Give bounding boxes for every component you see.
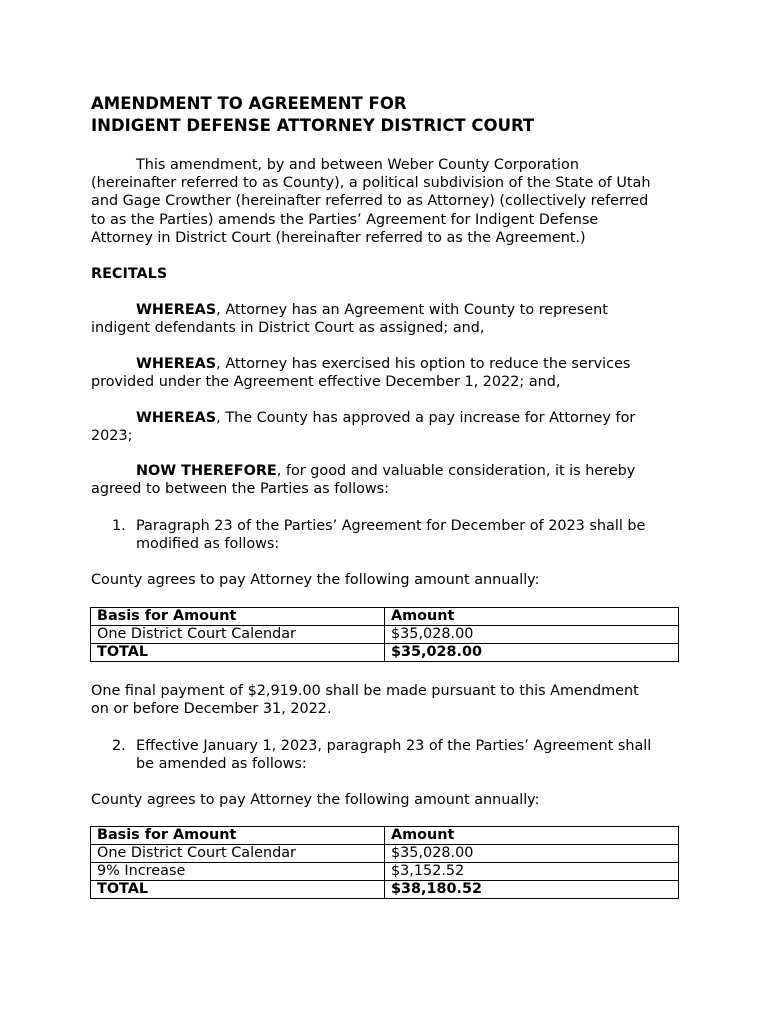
list-item-body	[136, 517, 696, 553]
whereas-line: provided under the Agreement effective December 1, 2022; and,	[91, 374, 561, 391]
whereas-paragraph-1	[91, 301, 683, 337]
table-cell-basis: 9% Increase	[91, 863, 385, 881]
whereas-text: , Attorney has an Agreement with County to represent	[216, 302, 608, 318]
whereas-line	[91, 409, 683, 427]
now-therefore-text: , for good and valuable consideration, it is hereby	[276, 463, 636, 479]
pay-statement-line: County agrees to pay Attorney the following amount annually:	[91, 792, 540, 808]
now-therefore-line: agreed to between the Parties as follows:	[91, 481, 389, 498]
table-header-basis: Basis for Amount	[91, 608, 385, 626]
now-therefore-line	[91, 462, 683, 480]
list-item-line: be amended as follows:	[136, 756, 307, 773]
table-cell-amount: $35,028.00	[385, 626, 679, 644]
table-cell-basis: One District Court Calendar	[91, 845, 385, 863]
table-total-row	[91, 881, 679, 899]
whereas-paragraph-2	[91, 355, 683, 391]
table-header-row	[91, 827, 679, 845]
title-line-1: AMENDMENT TO AGREEMENT FOR	[91, 94, 407, 113]
whereas-keyword: WHEREAS	[136, 356, 217, 372]
now-therefore-keyword: NOW THEREFORE	[136, 463, 277, 479]
table-total-amount: $35,028.00	[385, 644, 679, 662]
list-item-line: Paragraph 23 of the Parties’ Agreement for December of 2023 shall be	[136, 518, 646, 534]
intro-line: and Gage Crowther (hereinafter referred to as Attorney) (collectively referred	[91, 193, 649, 210]
whereas-line: 2023;	[91, 428, 133, 445]
table-row	[91, 626, 679, 644]
whereas-line	[91, 301, 683, 319]
table-total-label: TOTAL	[91, 881, 385, 899]
pay-statement-2	[91, 791, 683, 809]
pay-statement-1	[91, 571, 683, 589]
list-item-number: 1.	[112, 518, 126, 534]
list-item-number: 2.	[112, 738, 126, 754]
pay-statement-line: County agrees to pay Attorney the following amount annually:	[91, 572, 540, 588]
document-title	[91, 93, 711, 136]
whereas-keyword: WHEREAS	[136, 302, 217, 318]
amount-table-2	[90, 826, 679, 899]
table-header-row	[91, 608, 679, 626]
table-cell-amount: $35,028.00	[385, 845, 679, 863]
table-header-amount: Amount	[385, 827, 679, 845]
intro-line: This amendment, by and between Weber County Corporation	[136, 157, 579, 173]
intro-line: (hereinafter referred to as County), a political subdivision of the State of Utah	[91, 175, 651, 192]
whereas-paragraph-3	[91, 409, 683, 445]
whereas-line	[91, 355, 683, 373]
table-header-amount: Amount	[385, 608, 679, 626]
whereas-text: , Attorney has exercised his option to reduce the services	[216, 356, 631, 372]
table-cell-amount: $3,152.52	[385, 863, 679, 881]
whereas-text: , The County has approved a pay increase for Attorney for	[216, 410, 636, 426]
final-payment-line: on or before December 31, 2022.	[91, 701, 332, 718]
title-line-2: INDIGENT DEFENSE ATTORNEY DISTRICT COURT	[91, 115, 535, 135]
final-payment-line: One final payment of $2,919.00 shall be made pursuant to this Amendment	[91, 683, 639, 699]
intro-line: Attorney in District Court (hereinafter referred to as the Agreement.)	[91, 229, 586, 246]
list-item-body	[136, 737, 696, 773]
amount-table-1	[90, 607, 679, 662]
whereas-keyword: WHEREAS	[136, 410, 217, 426]
table-total-row	[91, 644, 679, 662]
table-total-amount: $38,180.52	[385, 881, 679, 899]
whereas-line: indigent defendants in District Court as assigned; and,	[91, 320, 485, 337]
list-item-line: Effective January 1, 2023, paragraph 23 of the Parties’ Agreement shall	[136, 738, 652, 754]
table-row	[91, 845, 679, 863]
intro-paragraph	[91, 156, 683, 247]
list-item-line: modified as follows:	[136, 536, 280, 553]
table-total-label: TOTAL	[91, 644, 385, 662]
table-cell-basis: One District Court Calendar	[91, 626, 385, 644]
now-therefore-paragraph	[91, 462, 683, 498]
table-row	[91, 863, 679, 881]
table-header-basis: Basis for Amount	[91, 827, 385, 845]
final-payment-paragraph	[91, 682, 683, 718]
intro-line: to as the Parties) amends the Parties’ Agreement for Indigent Defense	[91, 211, 599, 228]
recitals-heading: RECITALS	[91, 266, 168, 282]
